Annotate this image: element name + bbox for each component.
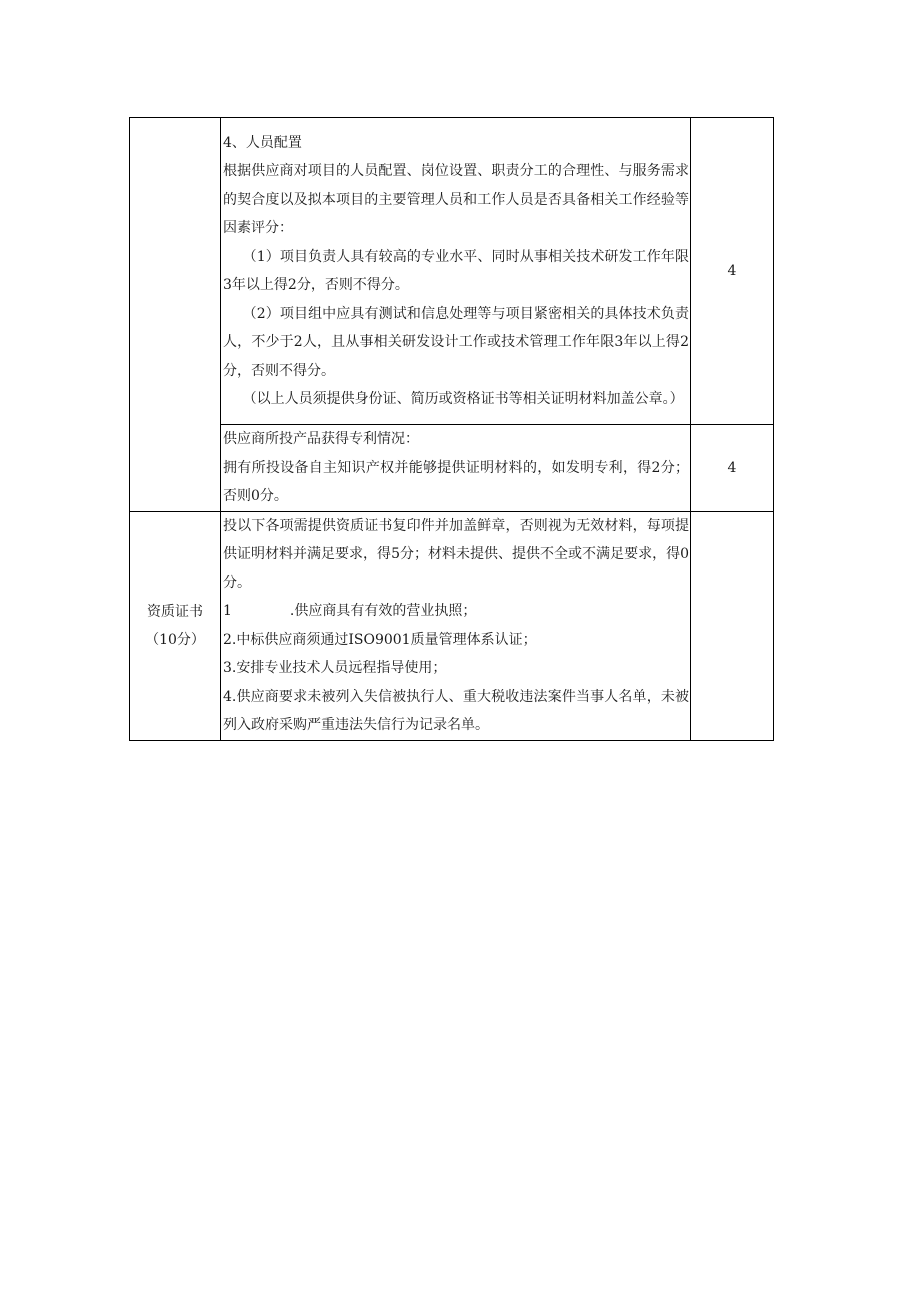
staffing-item-1: （1）项目负责人具有较高的专业水平、同时从事相关技术研发工作年限3年以上得2分，否则不得分。	[223, 248, 689, 293]
table-row-certificates	[130, 511, 774, 740]
staffing-note: （以上人员须提供身份证、简历或资格证书等相关证明材料加盖公章。）	[242, 391, 684, 407]
category-points: （10分）	[145, 631, 205, 648]
certificates-item-2: 2.中标供应商须通过ISO9001质量管理体系认证；	[223, 631, 537, 648]
table-row-patent	[130, 425, 774, 512]
category-cell-empty	[130, 118, 221, 512]
score-cell-patent: 4	[691, 425, 774, 512]
staffing-title: 4、人员配置	[223, 134, 302, 151]
staffing-intro: 根据供应商对项目的人员配置、岗位设置、职责分工的合理性、与服务需求的契合度以及拟本项目的主要管理人员和工作人员是否具备相关工作经验等因素评分：	[223, 163, 689, 236]
score-cell-staffing: 4	[691, 118, 774, 425]
certificates-item-1-text: .供应商具有有效的营业执照；	[289, 603, 477, 619]
certificates-intro: 投以下各项需提供资质证书复印件并加盖鲜章，否则视为无效材料，每项提供证明材料并满足要求，得5分；材料未提供、提供不全或不满足要求，得0分。	[223, 517, 689, 591]
patent-title: 供应商所投产品获得专利情况：	[223, 431, 419, 447]
criteria-cell-certificates	[221, 511, 691, 740]
certificates-item-4: 4.供应商要求未被列入失信被执行人、重大税收违法案件当事人名单，未被列入政府采购严重违法失信行为记录名单。	[223, 688, 689, 733]
certificates-item-1-number: 1	[223, 603, 232, 619]
certificates-item-3: 3.安排专业技术人员远程指导使用；	[223, 660, 447, 676]
criteria-cell-patent	[221, 425, 691, 512]
criteria-cell-staffing	[221, 118, 691, 425]
table-row-staffing	[130, 118, 774, 425]
category-label: 资质证书	[147, 603, 203, 620]
scoring-table	[129, 117, 774, 741]
score-cell-certificates	[691, 511, 774, 740]
certificates-item-1	[223, 597, 689, 626]
patent-body: 拥有所投设备自主知识产权并能够提供证明材料的，如发明专利，得2分；否则0分。	[223, 459, 689, 504]
staffing-item-2: （2）项目组中应具有测试和信息处理等与项目紧密相关的具体技术负责人，不少于2人，且从事相关研发设计工作或技术管理工作年限3年以上得2分，否则不得分。	[223, 305, 689, 379]
category-cell-certificates	[130, 511, 221, 740]
